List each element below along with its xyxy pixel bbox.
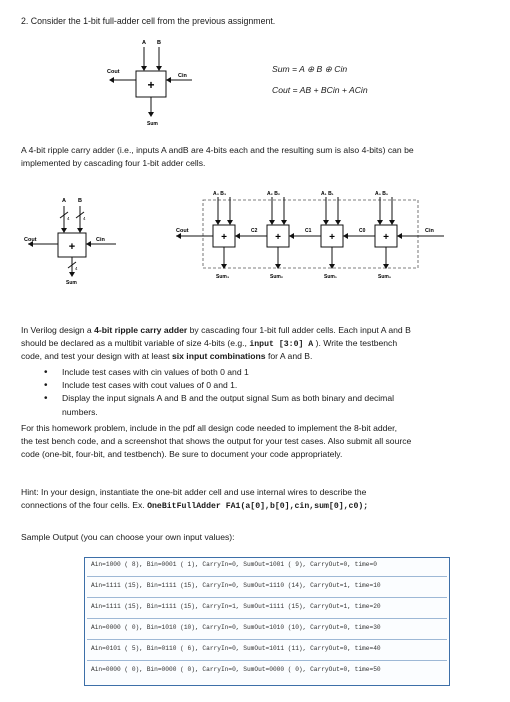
full-adder-cell-diagram	[80, 36, 220, 126]
ripple-adder-term: 4-bit ripple carry adder	[94, 325, 188, 335]
small-cin-label: Cin	[96, 237, 105, 243]
stage-1	[321, 191, 343, 280]
cell-plus: +	[147, 78, 155, 92]
stage-3-plus: +	[221, 232, 227, 243]
ripple-intro-line-1: A 4-bit ripple carry adder (i.e., inputs A andB are 4-bits each and the resulting sum is also 4-bits) can be	[21, 145, 414, 155]
small-a-label: A	[62, 198, 66, 204]
requirement-item: • Display the input signals A and B and the output signal Sum as both binary and decimal	[21, 392, 491, 405]
submission-line-2: the test bench code, and a screenshot that shows the output for your test cases. Also submit all source	[21, 436, 412, 446]
small-width-b: 4	[83, 216, 86, 221]
requirement-continuation: numbers.	[62, 407, 98, 417]
small-b-label: B	[78, 198, 82, 204]
stage-2-sum: Sum₂	[270, 274, 284, 280]
sum-equation: Sum = A ⊕ B ⊕ Cin	[272, 64, 348, 74]
ripple-carry-diagram	[172, 186, 457, 282]
output-line: Ain=0101 ( 5), Bin=0110 ( 6), CarryIn=0, SumOut=1011 (11), CarryOut=0, time=40	[91, 645, 381, 652]
stage-1-inputs: A₁ B₁	[321, 191, 334, 197]
output-separator	[87, 597, 447, 598]
instructions-line-3: code, and test your design with at least six input combinations for A and B.	[21, 351, 313, 361]
output-separator	[87, 576, 447, 577]
stage-1-sum: Sum₁	[324, 274, 337, 280]
output-separator	[87, 618, 447, 619]
stage-0	[375, 191, 397, 280]
hint-line-1: Hint: In your design, instantiate the one-bit adder cell and use internal wires to describe the	[21, 487, 367, 497]
cell-sum-label: Sum	[147, 121, 158, 126]
instructions-line-2: should be declared as a multibit variable of size 4-bits (e.g., input [3:0] A ). Write the testbench	[21, 338, 398, 349]
sample-output-screenshot	[84, 557, 450, 686]
carry-c0-label: C0	[359, 228, 366, 234]
output-line: Ain=1111 (15), Bin=1111 (15), CarryIn=1, SumOut=1111 (15), CarryOut=1, time=20	[91, 603, 381, 610]
output-line: Ain=0000 ( 0), Bin=0000 ( 0), CarryIn=0, SumOut=0000 ( 0), CarryOut=0, time=50	[91, 666, 381, 673]
hint-code: OneBitFullAdder FA1(a[0],b[0],cin,sum[0],c0);	[147, 502, 369, 511]
stage-1-plus: +	[329, 232, 335, 243]
question-title: 2. Consider the 1-bit full-adder cell from the previous assignment.	[21, 16, 276, 26]
stage-2	[267, 191, 289, 280]
small-plus: +	[68, 241, 76, 253]
requirement-item: • Include test cases with cout values of 0 and 1.	[21, 379, 491, 392]
requirement-item: • Include test cases with cin values of both 0 and 1	[21, 366, 491, 379]
stage-2-inputs: A₂ B₂	[267, 191, 281, 197]
stage-0-sum: Sum₀	[378, 274, 392, 280]
six-inputs-term: six input combinations	[171, 351, 266, 361]
output-line: Ain=0000 ( 0), Bin=1010 (10), CarryIn=0, SumOut=1010 (10), CarryOut=0, time=30	[91, 624, 381, 631]
carry-c1-label: C1	[305, 228, 312, 234]
hint-line-2: connections of the four cells. Ex. OneBitFullAdder FA1(a[0],b[0],cin,sum[0],c0);	[21, 500, 369, 511]
requirements-list	[21, 366, 491, 405]
output-separator	[87, 660, 447, 661]
stage-2-plus: +	[275, 232, 281, 243]
ripple-intro-line-2: implemented by cascading four 1-bit adder cells.	[21, 158, 206, 168]
cell-a-label: A	[142, 40, 146, 46]
cell-cin-label: Cin	[178, 73, 187, 79]
stage-3	[213, 191, 235, 280]
input-decl-code: input [3:0] A	[249, 340, 314, 349]
sample-heading: Sample Output (you can choose your own input values):	[21, 532, 235, 542]
cell-b-label: B	[157, 40, 161, 46]
small-width-a: 4	[67, 216, 70, 221]
ripple-cout-label: Cout	[176, 228, 189, 234]
small-width-sum: 4	[75, 266, 78, 271]
output-line: Ain=1000 ( 8), Bin=0001 ( 1), CarryIn=0, SumOut=1001 ( 9), CarryOut=0, time=0	[91, 561, 377, 568]
cout-equation: Cout = AB + BCin + ACin	[272, 85, 368, 95]
submission-line-1: For this homework problem, include in the pdf all design code needed to implement the 8-bit adder,	[21, 423, 397, 433]
carry-c2-label: C2	[251, 228, 258, 234]
stage-0-inputs: A₀ B₀	[375, 191, 389, 197]
stage-3-inputs: A₃ B₃	[213, 191, 227, 197]
submission-line-3: code (one-bit, four-bit, and testbench). Be sure to document your code appropriately.	[21, 449, 343, 459]
cell-cout-label: Cout	[107, 69, 120, 75]
stage-0-plus: +	[383, 232, 389, 243]
small-cout-label: Cout	[24, 237, 37, 243]
instructions-line-1: In Verilog design a 4-bit ripple carry adder by cascading four 1-bit full adder cells. Each input A and B	[21, 325, 411, 335]
single-cell-diagram	[22, 194, 142, 284]
small-sum-label: Sum	[66, 280, 77, 284]
stage-3-sum: Sum₃	[216, 274, 230, 280]
ripple-cin-label: Cin	[425, 228, 434, 234]
output-line: Ain=1111 (15), Bin=1111 (15), CarryIn=0, SumOut=1110 (14), CarryOut=1, time=10	[91, 582, 381, 589]
output-separator	[87, 639, 447, 640]
